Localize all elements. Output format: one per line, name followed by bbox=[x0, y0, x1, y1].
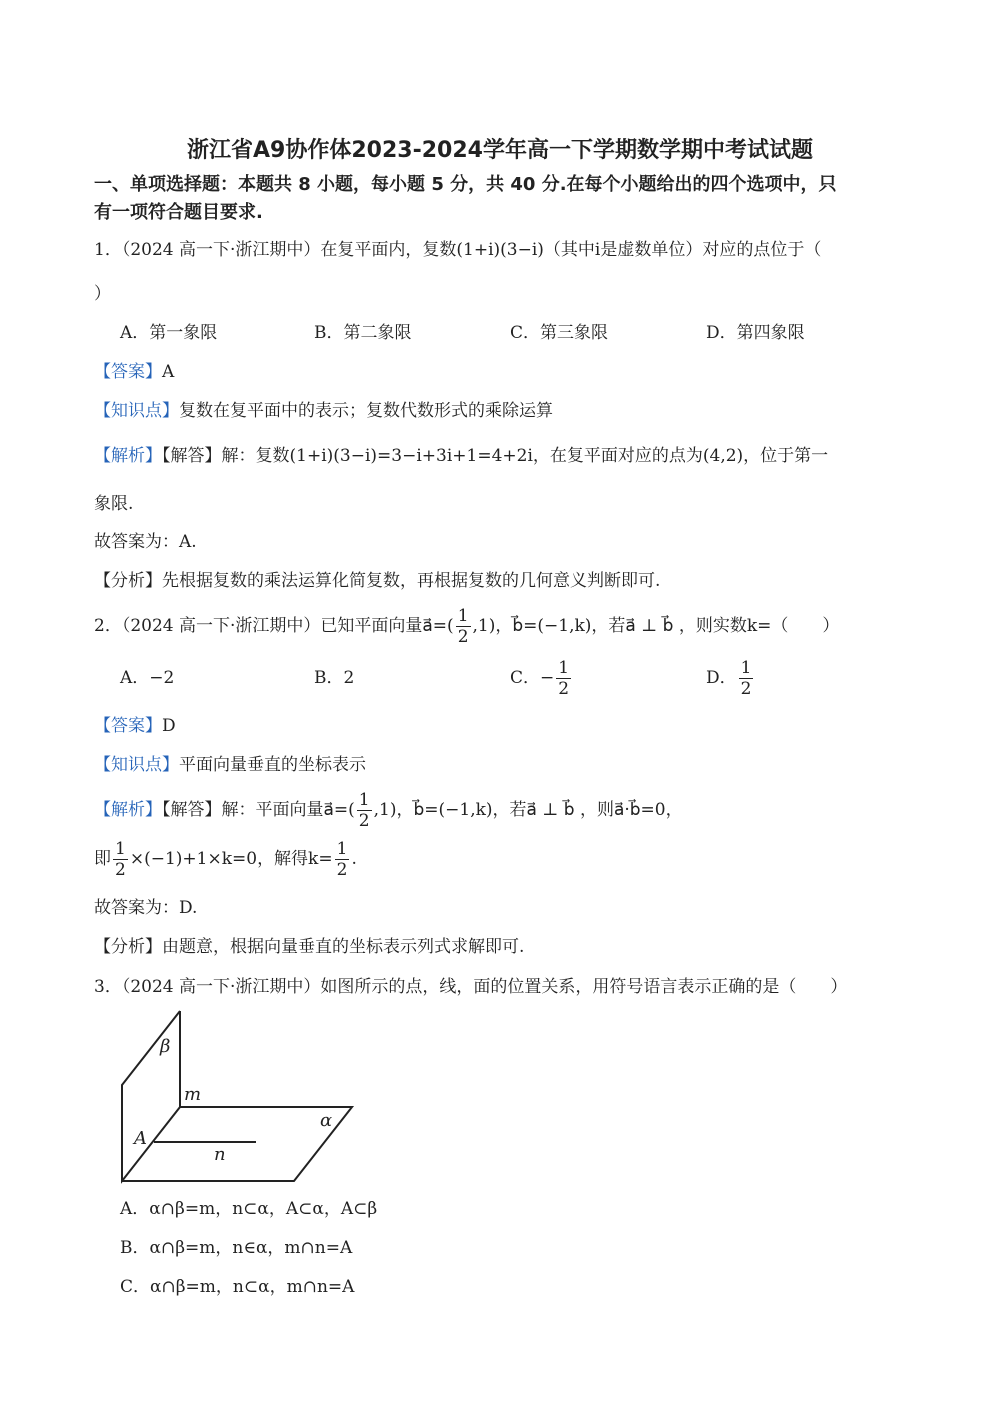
q2-knowledge-line bbox=[94, 753, 366, 777]
label-m: m bbox=[184, 1084, 202, 1105]
fraction-numerator: 1 bbox=[115, 839, 126, 859]
q2-stem-fraction bbox=[456, 606, 471, 647]
q1-stem-line2: ） bbox=[94, 284, 111, 304]
plane-beta-outline bbox=[122, 1011, 180, 1181]
q2-solution1-fraction bbox=[357, 790, 372, 831]
q3-option-a: A．α∩β=m，n⊂α，A⊂α，A⊂β bbox=[120, 1199, 378, 1219]
q2-answer-line bbox=[94, 714, 176, 738]
q2-option-d bbox=[706, 656, 755, 700]
section-heading-line1: 一、单项选择题：本题共 8 小题，每小题 5 分，共 40 分.在每个小题给出的四个选项中，只 bbox=[94, 174, 837, 195]
q1-solution1: 解：复数(1+i)(3−i)=3−i+3i+1=4+2i，在复平面对应的点为(4,2)，位于第一 bbox=[221, 446, 829, 466]
answer-tag: 【答案】 bbox=[94, 716, 162, 736]
review-tag: 【分析】 bbox=[94, 937, 162, 957]
q2-solution1-post: ,1)，b⃗=(−1,k)，若a⃗ ⊥ b⃗ ，则a⃗·b⃗=0， bbox=[373, 800, 683, 820]
q2-option-c-prefix: C．− bbox=[510, 668, 555, 688]
answer-tag: 【答案】 bbox=[94, 362, 162, 382]
q2-stem-pre: 2．（2024 高一下·浙江期中）已知平面向量a⃗=( bbox=[94, 616, 454, 636]
label-A: A bbox=[134, 1128, 147, 1149]
q1-review-line bbox=[94, 569, 660, 593]
label-alpha: α bbox=[320, 1110, 333, 1131]
q2-answer: D bbox=[162, 716, 176, 736]
q1-option-c: C．第三象限 bbox=[510, 323, 609, 343]
q1-option-a: A．第一象限 bbox=[120, 323, 218, 343]
fraction-denominator: 2 bbox=[336, 860, 348, 880]
q1-stem-line1: 1．（2024 高一下·浙江期中）在复平面内，复数(1+i)(3−i)（其中i是虚数单位）对应的点位于（ bbox=[94, 240, 822, 260]
q1-option-b: B．第二象限 bbox=[314, 323, 412, 343]
q2-option-a: A．−2 bbox=[120, 668, 175, 688]
fraction-numerator: 1 bbox=[457, 606, 469, 626]
review-tag: 【分析】 bbox=[94, 571, 162, 591]
page-title: 浙江省A9协作体2023-2024学年高一下学期数学期中考试试题 bbox=[187, 138, 813, 163]
q1-option-d: D．第四象限 bbox=[706, 323, 805, 343]
q2-solution-line2 bbox=[94, 837, 357, 881]
q2-option-d-fraction bbox=[739, 658, 754, 699]
q2-solution2-end: . bbox=[351, 849, 357, 869]
q2-solution2-fraction2 bbox=[335, 839, 350, 880]
fraction-numerator: 1 bbox=[558, 658, 570, 678]
q3-planes-figure bbox=[118, 1008, 358, 1188]
fraction-numerator: 1 bbox=[740, 658, 752, 678]
q2-solution2-pre: 即 bbox=[94, 849, 111, 869]
q2-solution2-fraction1 bbox=[113, 839, 128, 880]
fraction-denominator: 2 bbox=[358, 811, 370, 831]
plane-alpha-outline bbox=[122, 1107, 352, 1181]
q1-solution-line1 bbox=[94, 444, 828, 468]
q1-answer-line bbox=[94, 360, 174, 384]
label-beta: β bbox=[160, 1036, 171, 1057]
label-n: n bbox=[214, 1144, 226, 1165]
fraction-denominator: 2 bbox=[558, 679, 570, 699]
q1-knowledge: 复数在复平面中的表示；复数代数形式的乘除运算 bbox=[179, 401, 553, 421]
knowledge-tag: 【知识点】 bbox=[94, 755, 179, 775]
q1-review: 先根据复数的乘法运算化简复数，再根据复数的几何意义判断即可. bbox=[162, 571, 661, 591]
q1-answer: A bbox=[162, 362, 175, 382]
q2-review: 由题意，根据向量垂直的坐标表示列式求解即可. bbox=[162, 937, 525, 957]
q1-knowledge-line bbox=[94, 399, 553, 423]
fraction-numerator: 1 bbox=[336, 839, 348, 859]
fraction-denominator: 2 bbox=[115, 860, 126, 880]
solution-tag: 【解答】 bbox=[162, 800, 222, 820]
q2-option-c bbox=[510, 656, 573, 700]
fraction-numerator: 1 bbox=[358, 790, 370, 810]
q2-knowledge: 平面向量垂直的坐标表示 bbox=[179, 755, 366, 775]
q3-option-b: B．α∩β=m，n∈α，m∩n=A bbox=[120, 1238, 353, 1258]
analysis-tag: 【解析】 bbox=[94, 446, 162, 466]
q1-final: 故答案为：A. bbox=[94, 532, 197, 552]
q2-final: 故答案为：D. bbox=[94, 898, 198, 918]
fraction-denominator: 2 bbox=[740, 679, 752, 699]
q2-option-d-prefix: D． bbox=[706, 668, 737, 688]
q2-solution-line1 bbox=[94, 788, 683, 832]
q3-option-c: C．α∩β=m，n⊂α，m∩n=A bbox=[120, 1277, 355, 1297]
analysis-tag: 【解析】 bbox=[94, 800, 162, 820]
q2-stem-post: ,1)，b⃗=(−1,k)，若a⃗ ⊥ b⃗ ，则实数k=（ ） bbox=[472, 616, 840, 636]
fraction-denominator: 2 bbox=[457, 627, 469, 647]
q2-solution1-pre: 解：平面向量a⃗=( bbox=[221, 800, 355, 820]
q2-option-c-fraction bbox=[556, 658, 571, 699]
q2-review-line bbox=[94, 935, 524, 959]
q1-solution-line2: 象限. bbox=[94, 494, 134, 514]
q2-solution2-mid: ×(−1)+1×k=0，解得k= bbox=[129, 849, 333, 869]
section-heading-line2: 有一项符合题目要求. bbox=[94, 202, 263, 223]
q2-stem bbox=[94, 604, 839, 648]
q3-stem: 3．（2024 高一下·浙江期中）如图所示的点，线，面的位置关系，用符号语言表示正确的是（ ） bbox=[94, 977, 848, 997]
q2-option-b: B．2 bbox=[314, 668, 355, 688]
knowledge-tag: 【知识点】 bbox=[94, 401, 179, 421]
solution-tag: 【解答】 bbox=[162, 446, 222, 466]
